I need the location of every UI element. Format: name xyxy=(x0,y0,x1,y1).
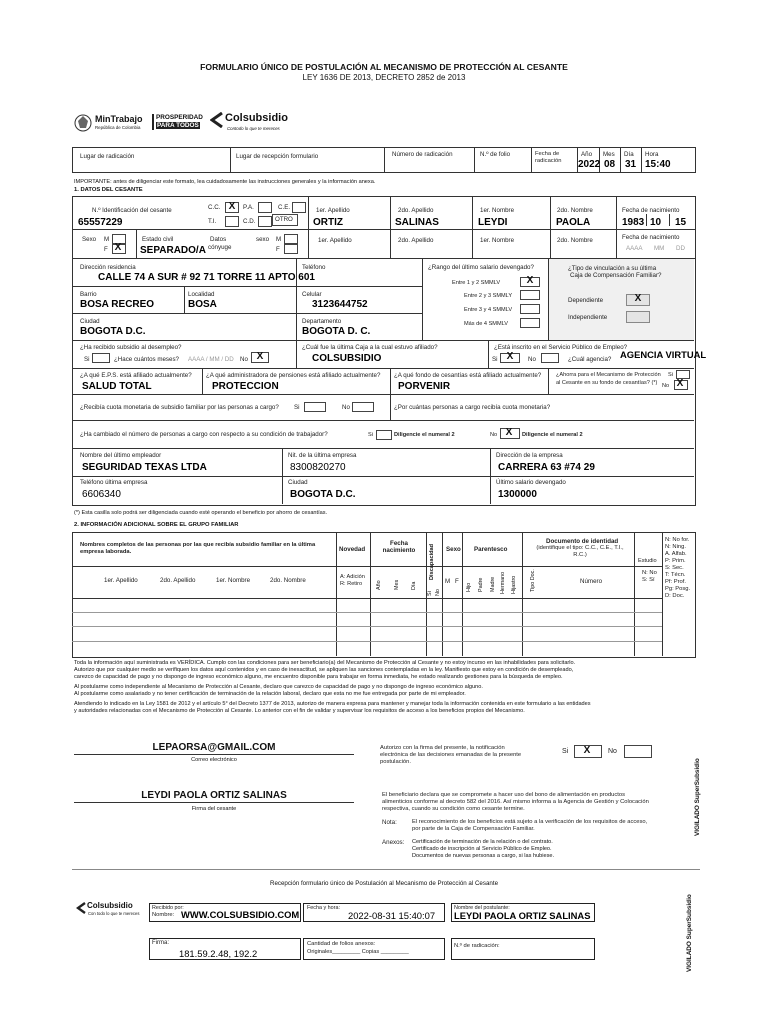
firma-cesante-label: Firma del cesante xyxy=(191,806,237,812)
leyenda-item: T: Técn. xyxy=(665,572,686,578)
conyuge-nombre2-label: 2do. Nombre xyxy=(557,237,593,244)
conyuge-nombre1-label: 1er. Nombre xyxy=(480,237,515,244)
localidad-label: Localidad xyxy=(188,291,215,298)
folios-detail: Originales_________ Copias _________ xyxy=(307,949,409,955)
par-madre: Madre xyxy=(490,576,496,592)
disc-no: No xyxy=(435,589,441,596)
hora-label: Hora xyxy=(645,151,659,158)
vigilado-stamp-1: VIGILADO SuperSubsidio xyxy=(694,758,701,836)
apellido2-label: 2do. Apellido xyxy=(398,207,434,214)
apellido1-label: 1er. Apellido xyxy=(316,207,350,214)
nota-ahorro: (*) Esta casilla solo podrá ser diligenciada cuando esté operando el beneficio por ahorro de cesantías. xyxy=(74,510,328,516)
radicacion-hora[interactable]: 15:40 xyxy=(645,159,671,170)
documento-sub: (identifique el tipo: C.C., C.E., T.I., R.C.) xyxy=(536,545,624,558)
dia-label: Día xyxy=(624,151,634,158)
leyenda-item: N: Ning. xyxy=(665,544,686,550)
lugar-radicacion-label: Lugar de radicación xyxy=(80,153,135,160)
lugar-recepcion-label: Lugar de recepción formulario xyxy=(236,153,319,160)
recibido-nombre-label: Nombre: xyxy=(152,912,175,918)
autorizo-no-label: No xyxy=(608,748,617,755)
dependiente-label: Dependiente xyxy=(568,297,604,304)
leyenda-estudio xyxy=(665,537,690,600)
legal-p1: Toda la información aquí suministrada es VERÍDICA. Cumplo con las condiciones para ser beneficiario(a) del Mecanismo de Protección al Cesante y no estoy incurso en las inhabilidades para solicitarlo. xyxy=(74,660,576,666)
fecha-label: Fecha y hora: xyxy=(307,905,340,911)
departamento-label: Departamento xyxy=(302,318,342,325)
pa-checkbox[interactable] xyxy=(258,202,272,213)
conyuge-sexo-label: sexo xyxy=(256,236,270,243)
conyuge-m-label: M xyxy=(276,236,282,243)
mintrabajo-text: MinTrabajo xyxy=(95,114,143,124)
hace-meses-placeholder: AAAA / MM / DD xyxy=(188,356,234,363)
apellido1-value[interactable]: ORTIZ xyxy=(313,217,343,228)
rango-4-checkbox[interactable] xyxy=(520,318,540,328)
nacimiento-dia[interactable]: 15 xyxy=(675,217,687,228)
sexo-label: Sexo xyxy=(82,236,97,243)
inscrito-si-label: Si xyxy=(492,356,498,363)
prosperidad-text-1: PROSPERIDAD xyxy=(156,114,203,121)
recibido-label: Recibido por: xyxy=(152,905,184,911)
cuota-label: ¿Recibía cuota monetaria de subsidio familiar por las personas a cargo? xyxy=(80,404,279,411)
email-label: Correo electrónico xyxy=(191,757,237,763)
colsubsidio-logo xyxy=(210,110,310,136)
departamento-value[interactable]: BOGOTA D. C. xyxy=(302,326,371,337)
fecha-nac-header: Fecha nacimiento xyxy=(382,540,416,554)
anexos-label: Anexos: xyxy=(382,839,405,846)
estudio-header: Estudio xyxy=(638,558,657,564)
empleador-value[interactable]: SEGURIDAD TEXAS LTDA xyxy=(82,462,207,473)
ciudad-empresa-label: Ciudad xyxy=(288,479,308,486)
rango-3-checkbox[interactable] xyxy=(520,304,540,314)
rango-2-checkbox[interactable] xyxy=(520,290,540,300)
empleador-label: Nombre del último empleador xyxy=(80,452,162,459)
sexo-m-label: M xyxy=(104,236,110,243)
barrio-value[interactable]: BOSA RECREO xyxy=(80,299,155,310)
tel-empresa-label: Teléfono última empresa xyxy=(80,479,148,486)
rango-3-label: Entre 3 y 4 SMMLV xyxy=(464,307,513,313)
firma-label: Firma: xyxy=(152,940,169,946)
section1-title: 1. DATOS DEL CESANTE xyxy=(74,187,143,193)
inscrito-label: ¿Está inscrito en el Servicio Público de Empleo? xyxy=(494,344,628,351)
agencia-label: ¿Cuál agencia? xyxy=(568,356,612,363)
form-subtitle: LEY 1636 DE 2013, DECRETO 2852 de 2013 xyxy=(302,73,466,82)
ti-checkbox[interactable] xyxy=(225,216,239,227)
subsidio-no-check-mark: X xyxy=(256,351,264,362)
celular-label: Celular xyxy=(302,291,322,298)
legal-p2: Autorizo que por cualquier medio se verifiquen los datos aquí contenidos y en caso de inexactitud, se apliquen las sanciones contempladas en la ley. Manifiesto que estoy en condición de desempleado, xyxy=(74,667,574,673)
localidad-value[interactable]: BOSA xyxy=(188,299,217,310)
legal-p4: Al postularme como independiente al Mecanismo de Protección al Cesante, declaro que carezco de capacidad de pago y no dispongo de ingreso económico alguno. xyxy=(74,684,483,690)
eps-value[interactable]: SALUD TOTAL xyxy=(82,381,152,392)
independiente-checkbox[interactable] xyxy=(626,311,650,323)
ahorra-label-2: al Cesante en su fondo de cesantías? (*) xyxy=(556,380,658,386)
nacimiento-anio[interactable]: 1983 xyxy=(622,217,645,228)
cd-checkbox[interactable] xyxy=(258,216,272,227)
radicacion-number-label: N.º de radicación: xyxy=(454,943,500,949)
nit-value[interactable]: 8300820270 xyxy=(290,462,346,473)
nombre1-label: 1er. Nombre xyxy=(480,207,515,214)
autorizo-si-label: Si xyxy=(562,748,569,755)
estado-civil-value[interactable]: SEPARADO/A xyxy=(140,245,206,256)
cambiado-si-checkbox[interactable] xyxy=(376,430,392,440)
telefono-label: Teléfono xyxy=(302,264,326,271)
rango-4-label: Más de 4 SMMLV xyxy=(464,321,509,327)
cuantas-label: ¿Por cuántas personas a cargo recibía cuota monetaria? xyxy=(394,404,551,411)
ce-checkbox[interactable] xyxy=(292,202,306,213)
discapacidad-header: Discapacidad xyxy=(429,543,435,580)
independiente-label: Independiente xyxy=(568,314,608,321)
anexo-2: Certificado de inscripción al Servicio Público de Empleo. xyxy=(412,846,552,852)
nit-label: Nit. de la última empresa xyxy=(288,452,357,459)
colsubsidio-text: Colsubsidio xyxy=(225,112,288,124)
estudio-legend: N: No S: Sí xyxy=(642,570,657,583)
conyuge-m-checkbox[interactable] xyxy=(284,234,298,244)
vinculacion-label-1: ¿Tipo de vinculación a su última xyxy=(568,265,657,272)
colsubsidio-tagline: Contodo lo que te mereces xyxy=(227,126,280,131)
mintrabajo-subtext: República de Colombia xyxy=(95,125,141,130)
cambiado-no-diligencie: Diligencie el numeral 2 xyxy=(522,432,583,438)
cuota-si-checkbox[interactable] xyxy=(304,402,326,412)
rango-salario-label: ¿Rango del último salario devengado? xyxy=(428,264,534,271)
subsidio-label: ¿Ha recibido subsidio al desempleo? xyxy=(80,344,182,351)
rango-1-check-mark: X xyxy=(526,275,534,286)
leyenda-item: D: Doc. xyxy=(665,593,685,599)
prosperidad-text-2: PARA TODOS xyxy=(157,122,199,129)
novedad-r: R: Retiro xyxy=(340,581,363,587)
sexo-header: Sexo xyxy=(446,546,461,553)
cambiado-label: ¿Ha cambiado el número de personas a cargo con respecto a su condición de trabajador? xyxy=(80,431,328,438)
ciudad-value[interactable]: BOGOTA D.C. xyxy=(80,326,146,337)
pensiones-label: ¿A qué administradora de pensiones está afiliado actualmente? xyxy=(206,372,381,379)
subsidio-si-label: Si xyxy=(84,356,90,363)
nota-label: Nota: xyxy=(382,819,397,826)
autorizo-no-checkbox[interactable] xyxy=(624,745,652,758)
legal-p3: carezco de capacidad de pago y no dispongo de ingreso económico alguno, me encuentro disponible para trabajar en forma inmediata, he estado realizando gestiones para la búsqueda de empleo. xyxy=(74,674,563,680)
cd-label: C.D. xyxy=(243,218,256,225)
prosperidad-logo xyxy=(152,112,204,134)
apellido2-value[interactable]: SALINAS xyxy=(395,217,439,228)
caja-value[interactable]: COLSUBSIDIO xyxy=(312,353,382,364)
col-tipo-doc: Tipo Doc. xyxy=(530,569,536,592)
cesante-nombre[interactable]: LEYDI PAOLA ORTIZ SALINAS xyxy=(141,790,287,801)
col-nombre2: 2do. Nombre xyxy=(270,577,306,584)
tel-empresa-value[interactable]: 6606340 xyxy=(82,489,121,500)
section2-title: 2. INFORMACIÓN ADICIONAL SOBRE EL GRUPO FAMILIAR xyxy=(74,522,239,528)
hace-meses-label: ¿Hace cuántos meses? xyxy=(114,356,179,363)
importante-note: IMPORTANTE: antes de diligenciar este formato, lea cuidadosamente las instrucciones generales y la información anexa. xyxy=(74,179,376,185)
mes-label: Mes xyxy=(603,151,615,158)
conyuge-nac-mes-placeholder: MM xyxy=(654,245,665,252)
direccion-value[interactable]: CALLE 74 A SUR # 92 71 TORRE 11 APTO 601 xyxy=(98,272,315,283)
conyuge-apellido1-label: 1er. Apellido xyxy=(318,237,352,244)
postulante-value[interactable]: LEYDI PAOLA ORTIZ SALINAS xyxy=(454,910,591,921)
radicacion-dia[interactable]: 31 xyxy=(625,159,637,170)
cambiado-no-check-mark: X xyxy=(505,427,513,438)
conyuge-label-1: Datos xyxy=(210,236,227,243)
leyenda-item: Pg: Posg. xyxy=(665,586,691,592)
sexo-f-label: F xyxy=(104,246,108,253)
sexo-f-check-mark: X xyxy=(114,242,122,253)
inscrito-no-checkbox[interactable] xyxy=(541,353,559,363)
cc-check-mark: X xyxy=(228,201,236,212)
col-apellido2: 2do. Apellido xyxy=(160,577,196,584)
fecha-value[interactable]: 2022-08-31 15:40:07 xyxy=(348,910,436,921)
novedad-a: A: Adición xyxy=(340,574,365,580)
nacimiento-label: Fecha de nacimiento xyxy=(622,207,680,214)
numero-radicacion-label: Número de radicación xyxy=(392,151,453,158)
cc-label: C.C. xyxy=(208,204,221,211)
otro-label: OTRO xyxy=(275,216,293,223)
conyuge-nac-dia-placeholder: DD xyxy=(676,245,685,252)
nombres-header: Nombres completos de las personas por las que recibía subsidio familiar en la última empresa laborada. xyxy=(80,542,316,555)
ahorra-no-label: No xyxy=(662,383,670,389)
ahorra-no-check-mark: X xyxy=(676,378,684,389)
par-hijastro: Hijastro xyxy=(511,575,517,594)
recibido-value[interactable]: WWW.COLSUBSIDIO.COM xyxy=(181,909,300,920)
nacimiento-mes[interactable]: 10 xyxy=(650,217,662,228)
par-padre: Padre xyxy=(478,577,484,592)
sexo-m: M xyxy=(445,578,451,585)
firma-value[interactable]: 181.59.2.48, 192.2 xyxy=(179,948,258,959)
col-anio: Año xyxy=(376,580,382,590)
recepcion-title: Recepción formulario único de Postulación al Mecanismo de Protección al Cesante xyxy=(269,880,499,887)
leyenda-item: N: No for. xyxy=(665,537,690,543)
nombre2-label: 2do. Nombre xyxy=(557,207,593,214)
conyuge-nac-anio-placeholder: AAAA xyxy=(626,245,643,252)
ti-label: T.I. xyxy=(208,218,217,225)
anio-label: Año xyxy=(581,151,593,158)
cesantias-value[interactable]: PORVENIR xyxy=(398,381,451,392)
autorizo-text: Autorizo con la firma del presente, la notificación electrónica de las decisiones emanadas de la presente postulación. xyxy=(380,745,522,765)
radicacion-mes[interactable]: 08 xyxy=(604,159,616,170)
ahorra-label-1: ¿Ahorra para el Mecanismo de Protección xyxy=(556,372,661,378)
legal-p5: Al postularme como asalariado y no tener certificación de terminación de la relación laboral, declaro que esta no me fue entregada por parte de mi empleador. xyxy=(74,691,466,697)
vigilado-stamp-2: VIGILADO SuperSubsidio xyxy=(686,894,693,972)
nota-text: El reconocimiento de los beneficios está sujeto a la verificación de los requisitos de acceso, por parte de la Caja de Compensación Familiar. xyxy=(412,819,648,832)
pensiones-value[interactable]: PROTECCION xyxy=(212,381,279,392)
salario-value[interactable]: 1300000 xyxy=(498,489,537,500)
col-numero: Número xyxy=(580,578,603,585)
nombre1-value[interactable]: LEYDI xyxy=(478,217,508,228)
direccion-label: Dirección residencia xyxy=(80,264,136,271)
folios-label: Cantidad de folios anexos: xyxy=(307,941,376,947)
col-dia: Día xyxy=(411,581,417,590)
col-nombre1: 1er. Nombre xyxy=(216,577,251,584)
subsidio-no-label: No xyxy=(240,356,248,363)
inscrito-no-label: No xyxy=(528,356,536,363)
email-value[interactable]: LEPAORSA@GMAIL.COM xyxy=(152,742,276,753)
ciudad-empresa-value[interactable]: BOGOTA D.C. xyxy=(290,489,356,500)
cesantias-label: ¿A qué fondo de cesantías está afiliado actualmente? xyxy=(394,372,542,379)
cambiado-si-label: Si xyxy=(368,432,373,438)
agencia-value[interactable]: AGENCIA VIRTUAL xyxy=(620,349,707,360)
rango-1-label: Entre 1 y 2 SMMLV xyxy=(452,280,501,286)
par-hermano: Hermano xyxy=(500,571,506,594)
eps-label: ¿A qué E.P.S. está afiliado actualmente? xyxy=(80,372,192,379)
leyenda-item: A. Alfab. xyxy=(665,551,687,557)
dir-empresa-value[interactable]: CARRERA 63 #74 29 xyxy=(498,462,595,473)
par-hijo: Hijo xyxy=(466,582,472,592)
conyuge-f-label: F xyxy=(276,246,280,253)
subsidio-si-checkbox[interactable] xyxy=(92,353,110,363)
novedad-header: Novedad xyxy=(339,546,366,553)
legal-p7: y autoridades relacionadas con el Mecanismo de Protección al Cesante. Lo anterior con el fin de validar y supervisar los requisitos de acceso a los beneficios propios del Mecanismo. xyxy=(74,708,525,714)
estado-civil-label: Estado civil xyxy=(142,236,174,243)
id-value[interactable]: 65557229 xyxy=(78,217,123,228)
caja-label: ¿Cuál fue la última Caja a la cual estuvo afiliado? xyxy=(302,344,438,351)
cambiado-si-diligencie: Diligencie el numeral 2 xyxy=(394,432,455,438)
autorizo-si-check-mark: X xyxy=(583,745,591,756)
anexo-3: Documentos de nuevas personas a cargo, si las hubiese. xyxy=(412,853,555,859)
ahorra-si-label: Si xyxy=(668,372,673,378)
leyenda-item: Pf: Prof. xyxy=(665,579,686,585)
cuota-si-label: Si xyxy=(294,404,300,411)
dir-empresa-label: Dirección de la empresa xyxy=(496,452,563,459)
inscrito-si-check-mark: X xyxy=(506,351,514,362)
leyenda-item: P: Prim. xyxy=(665,558,686,564)
recepcion-colsubsidio-logo xyxy=(76,900,146,920)
barrio-label: Barrio xyxy=(80,291,97,298)
conyuge-label-2: cónyuge xyxy=(208,244,232,251)
radicacion-number-box xyxy=(451,938,595,960)
cuota-no-checkbox[interactable] xyxy=(352,402,374,412)
colombia-seal-icon xyxy=(74,112,92,134)
celular-value[interactable]: 3123644752 xyxy=(312,299,368,310)
mintrabajo-logo xyxy=(74,110,152,136)
cambiado-no-label: No xyxy=(490,432,498,438)
col-apellido1: 1er. Apellido xyxy=(104,577,138,584)
parentesco-header: Parentesco xyxy=(474,546,508,553)
anexo-1: Certificación de terminación de la relación o del contrato. xyxy=(412,839,553,845)
colsubsidio-mark-icon xyxy=(76,902,86,914)
conyuge-nacimiento-label: Fecha de nacimiento xyxy=(622,234,680,241)
vinculacion-label-2: Caja de Compensación Familiar? xyxy=(570,272,662,279)
form-title: FORMULARIO ÚNICO DE POSTULACIÓN AL MECANISMO DE PROTECCIÓN AL CESANTE xyxy=(200,62,568,72)
numero-folio-label: N.º de folio xyxy=(480,151,511,158)
ciudad-label: Ciudad xyxy=(80,318,100,325)
disc-si: Si xyxy=(427,591,433,596)
beneficiario-text: El beneficiario declara que se compromete a hacer uso del bono de alimentación en productos alimenticios conforme al decreto 582 del 2016. Así mismo informa a la Agencia de Gestión y Colocación respectiva, cuando su condición como cesante termine. xyxy=(382,792,649,812)
pa-label: P.A. xyxy=(243,204,254,211)
ce-label: C.E. xyxy=(278,204,291,211)
conyuge-apellido2-label: 2do. Apellido xyxy=(398,237,434,244)
dependiente-check-mark: X xyxy=(634,293,642,304)
postulante-label: Nombre del postulante: xyxy=(454,905,510,911)
fecha-radicacion-label: Fecha de radicación xyxy=(535,151,562,164)
col-mes: Mes xyxy=(394,579,400,590)
colsubsidio-mark-icon xyxy=(210,112,224,128)
radicacion-anio[interactable]: 2022 xyxy=(578,159,601,170)
conyuge-f-checkbox[interactable] xyxy=(284,244,298,254)
legal-p6: Atendiendo lo indicado en la Ley 1581 de 2012 y el artículo 5° del Decreto 1377 de 2013, autorizo de manera expresa para mantener y manejar toda la información contenida en este formulario a las entidades xyxy=(74,701,591,707)
rango-2-label: Entre 2 y 3 SMMLY xyxy=(464,293,513,299)
recepcion-colsubsidio-text: Colsubsidio xyxy=(87,901,133,910)
recepcion-colsubsidio-tag: Con todo lo que te mereces xyxy=(88,911,140,916)
sexo-f: F xyxy=(455,578,459,585)
id-label: N.º Identificación del cesante xyxy=(92,207,172,214)
documento-header: Documento de identidad xyxy=(546,538,619,545)
cuota-no-label: No xyxy=(342,404,350,411)
nombre2-value[interactable]: PAOLA xyxy=(556,217,591,228)
leyenda-item: S: Sec. xyxy=(665,565,684,571)
salario-label: Último salario devengado xyxy=(496,479,566,486)
